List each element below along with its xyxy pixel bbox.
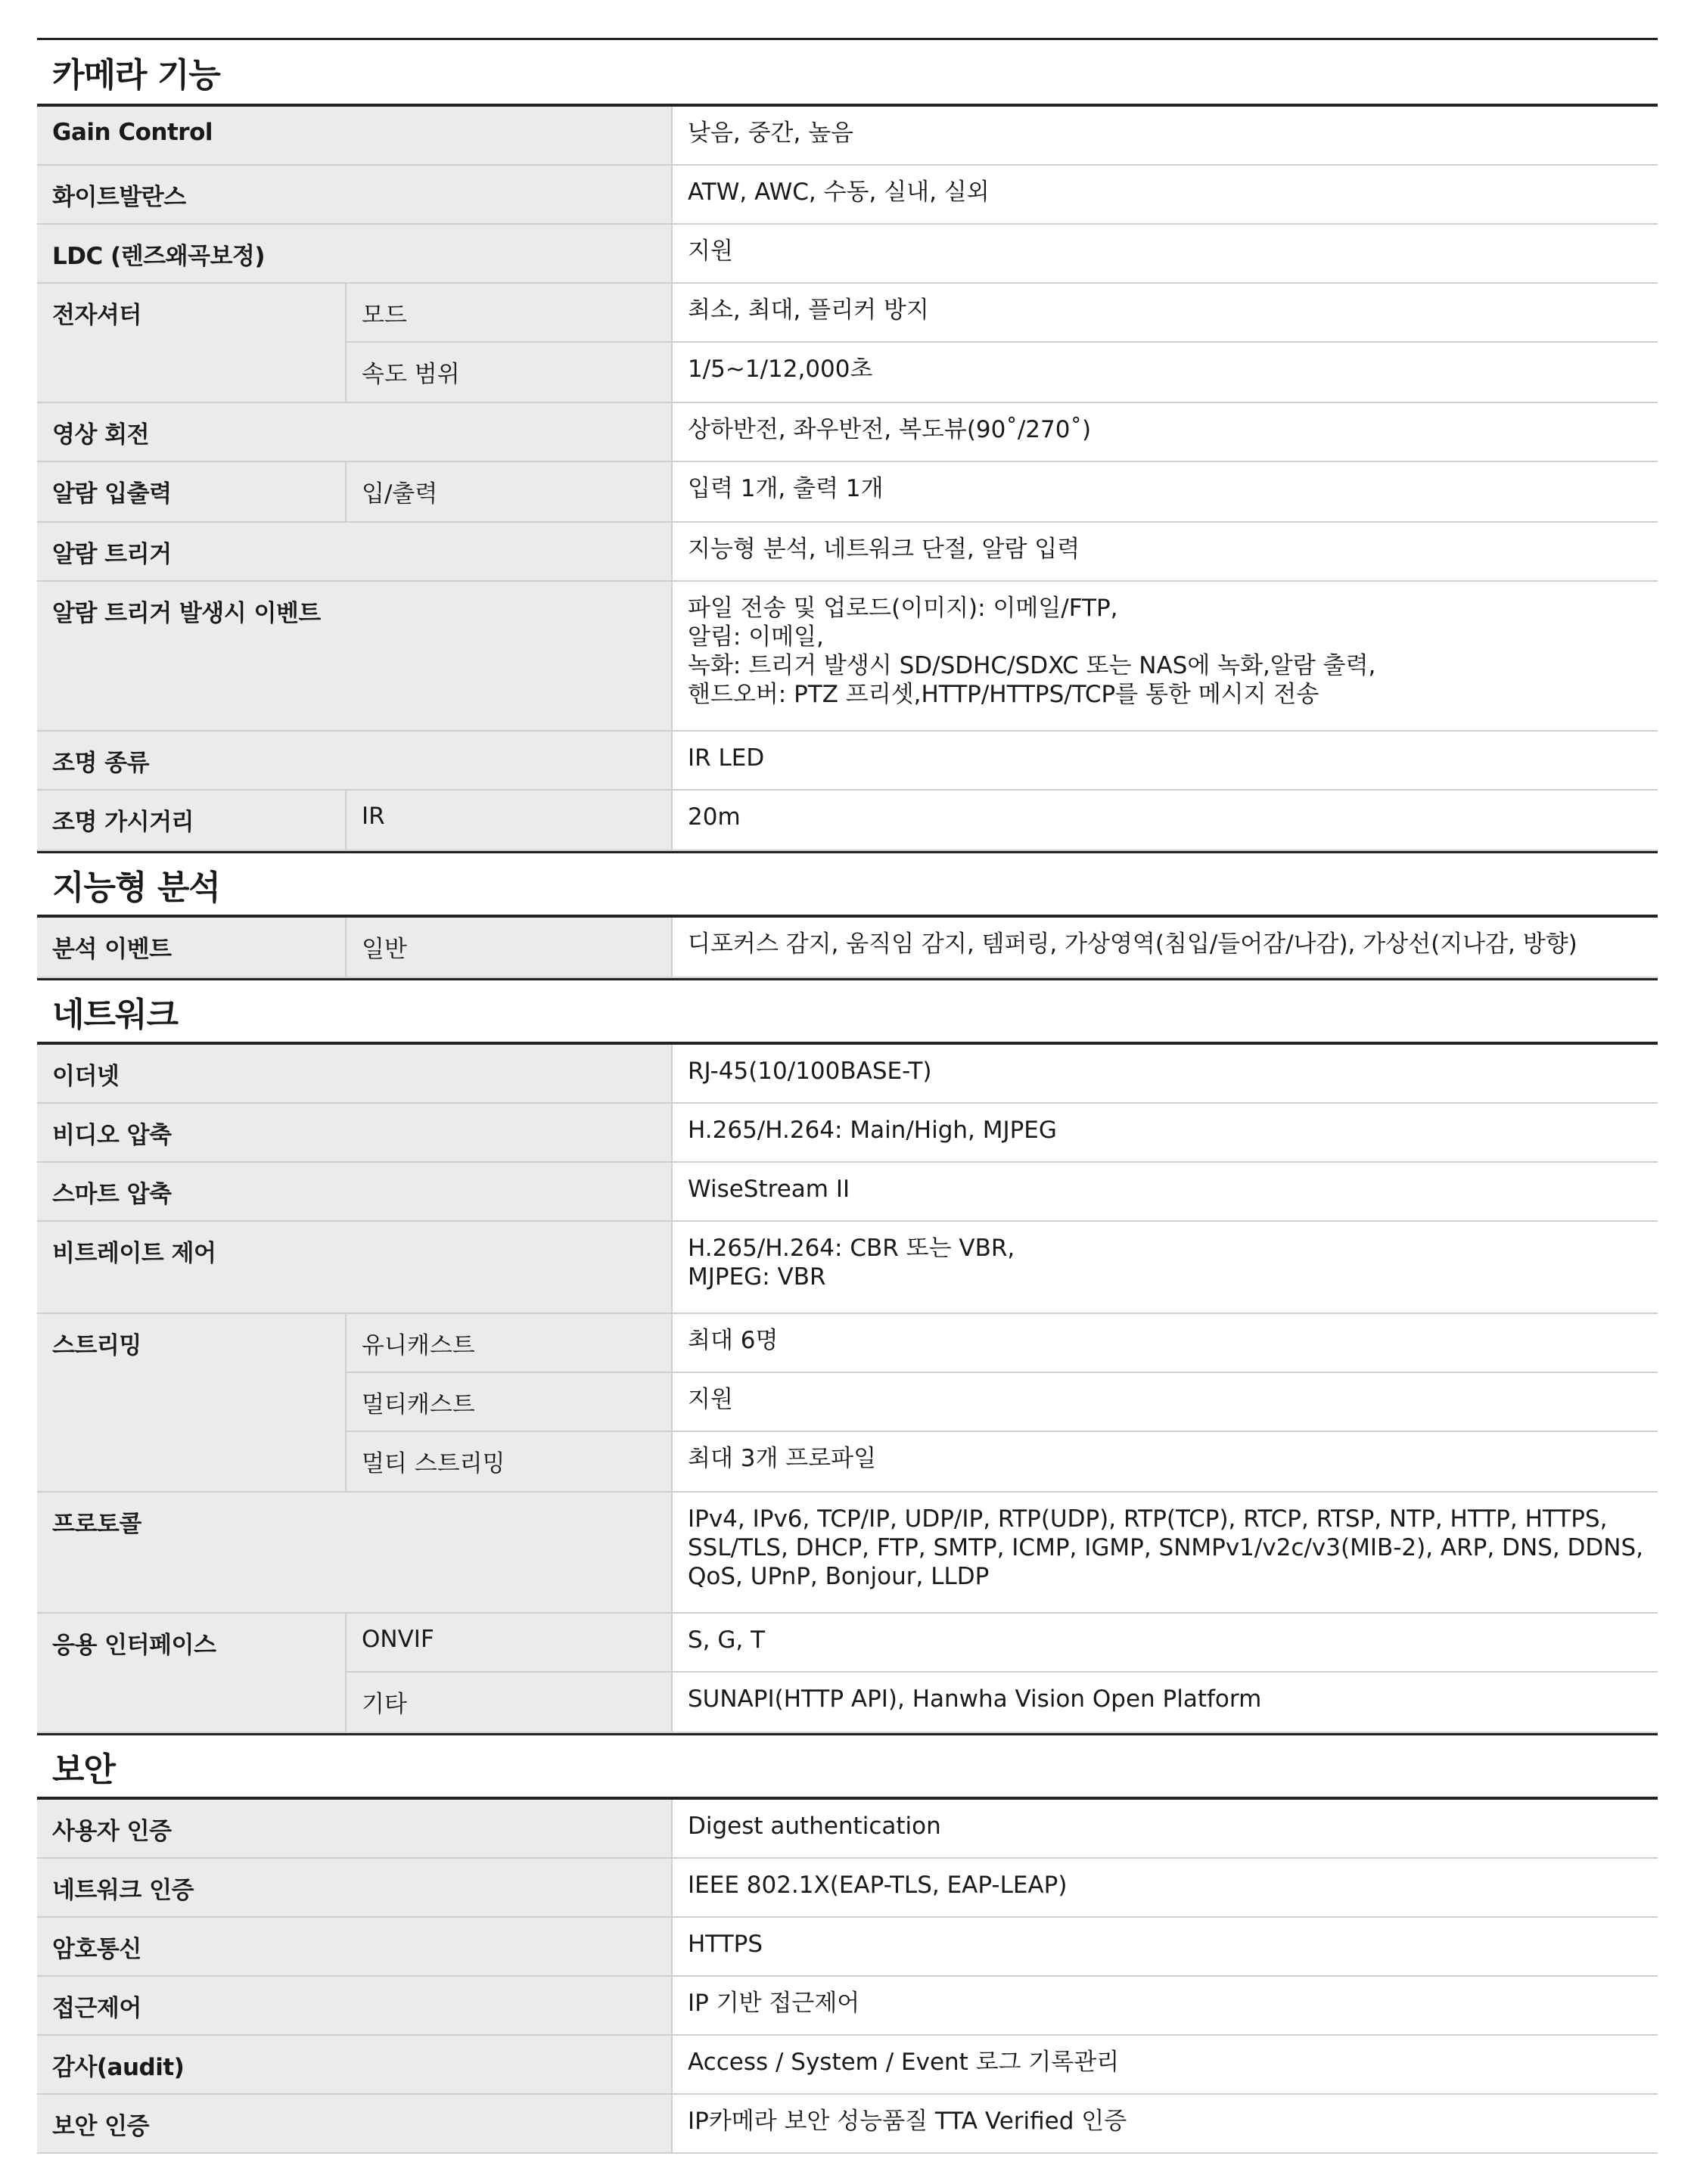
spec-value-line: 핸드오버: PTZ 프리셋,HTTP/HTTPS/TCP를 통한 메시지 전송 (688, 681, 1319, 708)
spec-value-line: 지원 (688, 1386, 733, 1413)
spec-row (37, 107, 1658, 166)
spec-value (671, 166, 1658, 223)
spec-value-line: Digest authentication (688, 1813, 941, 1840)
spec-value (671, 1314, 1658, 1372)
spec-label: 분석 이벤트 (37, 918, 345, 977)
spec-value (671, 1673, 1658, 1732)
spec-label: 비트레이트 제어 (37, 1222, 671, 1313)
spec-section (37, 978, 1658, 1733)
spec-value-line: 파일 전송 및 업로드(이미지): 이메일/FTP, (688, 595, 1118, 622)
spec-subrow (345, 1373, 1658, 1432)
spec-value-line: RJ-45(10/100BASE-T) (688, 1058, 932, 1085)
spec-subrow (345, 462, 1658, 521)
spec-value-line: ATW, AWC, 수동, 실내, 실외 (688, 179, 990, 206)
spec-row (37, 225, 1658, 284)
spec-section (37, 40, 1658, 851)
spec-label: 조명 종류 (37, 732, 671, 789)
spec-sublabel: IR (345, 791, 671, 850)
spec-table (37, 38, 1658, 2154)
spec-value (671, 582, 1658, 730)
spec-sublabel: 유니캐스트 (345, 1314, 671, 1372)
spec-label: 알람 입출력 (37, 462, 345, 521)
spec-label: 영상 회전 (37, 403, 671, 461)
spec-row (37, 582, 1658, 732)
spec-label: 감사(audit) (37, 2036, 671, 2093)
spec-value-line: 지능형 분석, 네트워크 단절, 알람 입력 (688, 536, 1080, 563)
spec-label: 네트워크 인증 (37, 1859, 671, 1916)
spec-subrow (345, 1314, 1658, 1373)
spec-value-line: IP카메라 보안 성능품질 TTA Verified 인증 (688, 2108, 1127, 2135)
spec-row (37, 1859, 1658, 1918)
spec-label: 프로토콜 (37, 1493, 671, 1612)
spec-row (37, 1977, 1658, 2036)
spec-value (671, 1977, 1658, 2034)
spec-value-line: 최대 6명 (688, 1327, 779, 1354)
spec-sublabel: 속도 범위 (345, 343, 671, 402)
spec-value (671, 1373, 1658, 1431)
spec-row (37, 1800, 1658, 1859)
spec-subrow (345, 1614, 1658, 1673)
spec-row (37, 403, 1658, 462)
spec-row-group (37, 918, 1658, 978)
spec-value-line: 알림: 이메일, (688, 623, 824, 651)
spec-row (37, 1104, 1658, 1163)
spec-subrow (345, 1673, 1658, 1732)
spec-value (671, 791, 1658, 850)
spec-value (671, 284, 1658, 341)
spec-value-line: Access / System / Event 로그 기록관리 (688, 2049, 1120, 2076)
spec-label: 스마트 압축 (37, 1163, 671, 1220)
spec-value-line: 상하반전, 좌우반전, 복도뷰(90˚/270˚) (688, 416, 1092, 443)
spec-label: 알람 트리거 발생시 이벤트 (37, 582, 671, 730)
spec-value (671, 918, 1658, 977)
spec-subrow (345, 343, 1658, 402)
spec-label: Gain Control (37, 107, 671, 164)
section-title: 네트워크 (37, 978, 1658, 1045)
spec-value-line: H.265/H.264: CBR 또는 VBR, (688, 1235, 1015, 1262)
spec-value-line: WiseStream II (688, 1176, 850, 1203)
spec-value-line: HTTPS (688, 1931, 763, 1958)
section-title: 지능형 분석 (37, 851, 1658, 918)
spec-label: 보안 인증 (37, 2095, 671, 2152)
spec-row (37, 523, 1658, 582)
spec-value (671, 1614, 1658, 1671)
spec-value-line: 낮음, 중간, 높음 (688, 120, 854, 147)
spec-label: 스트리밍 (37, 1314, 345, 1491)
spec-label: 알람 트리거 (37, 523, 671, 580)
spec-sublabel: 일반 (345, 918, 671, 977)
spec-row (37, 732, 1658, 791)
spec-row (37, 2036, 1658, 2095)
spec-row (37, 1045, 1658, 1104)
spec-sublabel: 멀티 스트리밍 (345, 1432, 671, 1491)
spec-value-line: IEEE 802.1X(EAP-TLS, EAP-LEAP) (688, 1872, 1068, 1899)
spec-value (671, 1045, 1658, 1102)
spec-value (671, 1859, 1658, 1916)
spec-value-line: MJPEG: VBR (688, 1263, 826, 1291)
spec-value (671, 2036, 1658, 2093)
spec-value (671, 403, 1658, 461)
spec-label: 조명 가시거리 (37, 791, 345, 850)
spec-value-line: 녹화: 트리거 발생시 SD/SDHC/SDXC 또는 NAS에 녹화,알람 출력, (688, 652, 1376, 679)
spec-label: 비디오 압축 (37, 1104, 671, 1161)
spec-row-group (37, 791, 1658, 851)
spec-row (37, 1222, 1658, 1314)
section-title: 보안 (37, 1733, 1658, 1800)
spec-row-group (37, 284, 1658, 403)
spec-value-line: 최소, 최대, 플리커 방지 (688, 297, 929, 324)
spec-value-line: IP 기반 접근제어 (688, 1990, 860, 2017)
spec-label: 화이트발란스 (37, 166, 671, 223)
spec-value (671, 1163, 1658, 1220)
spec-label: LDC (렌즈왜곡보정) (37, 225, 671, 282)
spec-label: 응용 인터페이스 (37, 1614, 345, 1732)
spec-value (671, 1918, 1658, 1975)
spec-value-line: IPv4, IPv6, TCP/IP, UDP/IP, RTP(UDP), RTP(TCP), RTCP, RTSP, NTP, HTTP, HTTPS, (688, 1505, 1608, 1533)
spec-label: 전자셔터 (37, 284, 345, 402)
spec-sublabel: 기타 (345, 1673, 671, 1732)
spec-value (671, 523, 1658, 580)
spec-value (671, 1432, 1658, 1491)
spec-row (37, 1163, 1658, 1222)
spec-subrow (345, 918, 1658, 977)
spec-value-line: SSL/TLS, DHCP, FTP, SMTP, ICMP, IGMP, SNMPv1/v2c/v3(MIB-2), ARP, DNS, DDNS, (688, 1534, 1643, 1561)
spec-subrow (345, 1432, 1658, 1491)
spec-sublabel: 멀티캐스트 (345, 1373, 671, 1431)
spec-value (671, 1800, 1658, 1857)
spec-value-line: H.265/H.264: Main/High, MJPEG (688, 1117, 1057, 1144)
spec-value-line: IR LED (688, 744, 765, 772)
spec-value-line: 1/5~1/12,000초 (688, 356, 873, 383)
spec-value (671, 462, 1658, 521)
spec-value (671, 1222, 1658, 1313)
spec-subrow (345, 284, 1658, 343)
spec-row (37, 2095, 1658, 2154)
spec-value (671, 107, 1658, 164)
spec-section (37, 1733, 1658, 2154)
spec-label: 접근제어 (37, 1977, 671, 2034)
spec-value-line: QoS, UPnP, Bonjour, LLDP (688, 1563, 990, 1590)
spec-value (671, 732, 1658, 789)
spec-sublabel: ONVIF (345, 1614, 671, 1671)
spec-label: 암호통신 (37, 1918, 671, 1975)
spec-section (37, 851, 1658, 978)
spec-sublabel: 모드 (345, 284, 671, 341)
spec-value-line: 지원 (688, 238, 733, 265)
spec-row (37, 1918, 1658, 1977)
spec-row (37, 166, 1658, 225)
spec-value-line: S, G, T (688, 1626, 766, 1654)
spec-value (671, 1493, 1658, 1612)
spec-row (37, 1493, 1658, 1614)
spec-row-group (37, 1614, 1658, 1733)
spec-value-line: 20m (688, 803, 741, 831)
spec-row-group (37, 1314, 1658, 1493)
section-title: 카메라 기능 (37, 40, 1658, 107)
spec-row-group (37, 462, 1658, 523)
spec-value (671, 2095, 1658, 2152)
spec-value-line: 디포커스 감지, 움직임 감지, 템퍼링, 가상영역(침입/들어감/나감), 가상선(지나감, 방향) (688, 930, 1577, 958)
spec-label: 이더넷 (37, 1045, 671, 1102)
spec-sublabel: 입/출력 (345, 462, 671, 521)
spec-value (671, 225, 1658, 282)
spec-value-line: SUNAPI(HTTP API), Hanwha Vision Open Platform (688, 1685, 1262, 1713)
spec-subrow (345, 791, 1658, 850)
spec-value-line: 입력 1개, 출력 1개 (688, 475, 884, 502)
spec-value (671, 1104, 1658, 1161)
spec-value (671, 343, 1658, 402)
spec-label: 사용자 인증 (37, 1800, 671, 1857)
spec-value-line: 최대 3개 프로파일 (688, 1445, 877, 1472)
